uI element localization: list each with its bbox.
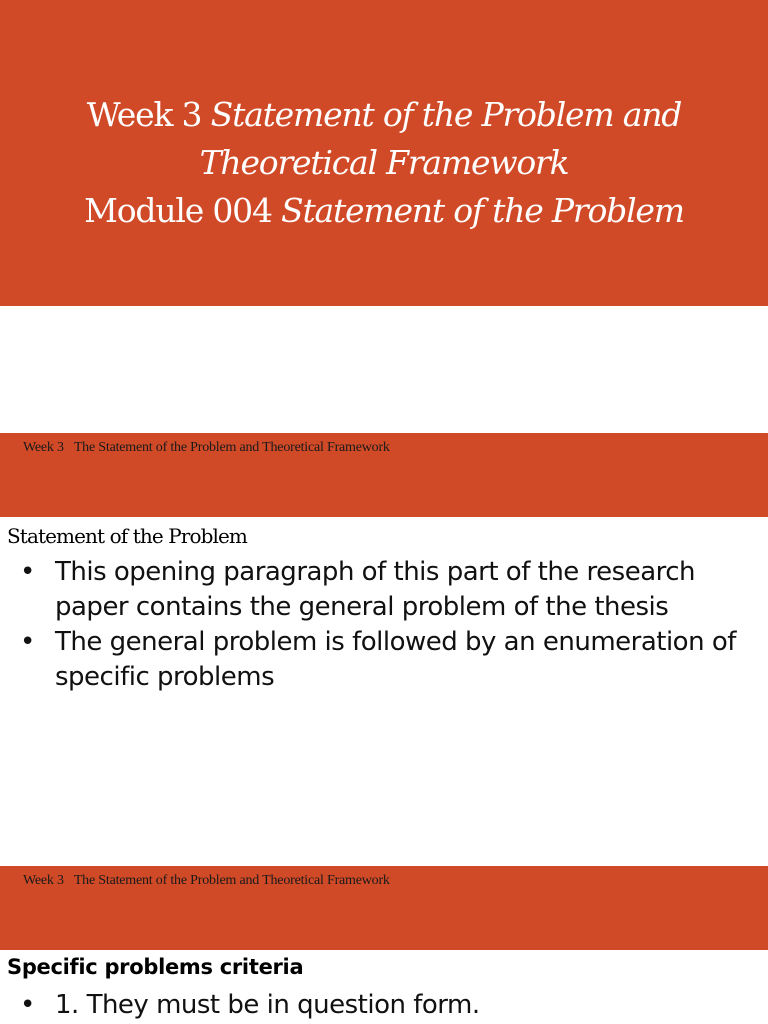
bullet-list (20, 555, 760, 695)
slide-header-bar (0, 433, 768, 517)
bullet-icon: • (20, 990, 35, 1020)
title-week-topic-part2: Theoretical Framework (199, 143, 569, 182)
bullet-list (20, 988, 760, 1023)
slide-header-title: The Statement of the Problem and Theoretical Framework (73, 873, 390, 888)
slide-header-week: Week 3 (23, 440, 64, 455)
slide-header-text (23, 440, 390, 456)
slide-header-week: Week 3 (23, 873, 64, 888)
title-line-week (0, 95, 768, 135)
title-week-topic-part1: Statement of the Problem and (210, 95, 682, 134)
slide-header-bar (0, 866, 768, 950)
list-item (20, 988, 760, 1023)
slide-title: Statement of the Problem (7, 524, 247, 548)
list-item (20, 625, 760, 695)
title-line-module (0, 191, 768, 231)
title-module-label: Module 004 (84, 191, 272, 230)
title-week-label: Week 3 (86, 95, 202, 134)
slide-header-title: The Statement of the Problem and Theoretical Framework (73, 440, 390, 455)
title-module-topic: Statement of the Problem (281, 191, 684, 230)
bullet-text: The general problem is followed by an enumeration of specific problems (55, 627, 736, 692)
bullet-text: This opening paragraph of this part of the research paper contains the general problem of the thesis (55, 557, 696, 622)
list-item (20, 555, 760, 625)
title-line-topic (0, 143, 768, 183)
title-banner (0, 0, 768, 306)
bullet-text: 1. They must be in question form. (55, 990, 480, 1020)
bullet-icon: • (20, 557, 35, 587)
bullet-icon: • (20, 627, 35, 657)
slide-title: Specific problems criteria (7, 955, 304, 979)
slide-header-text (23, 873, 390, 889)
